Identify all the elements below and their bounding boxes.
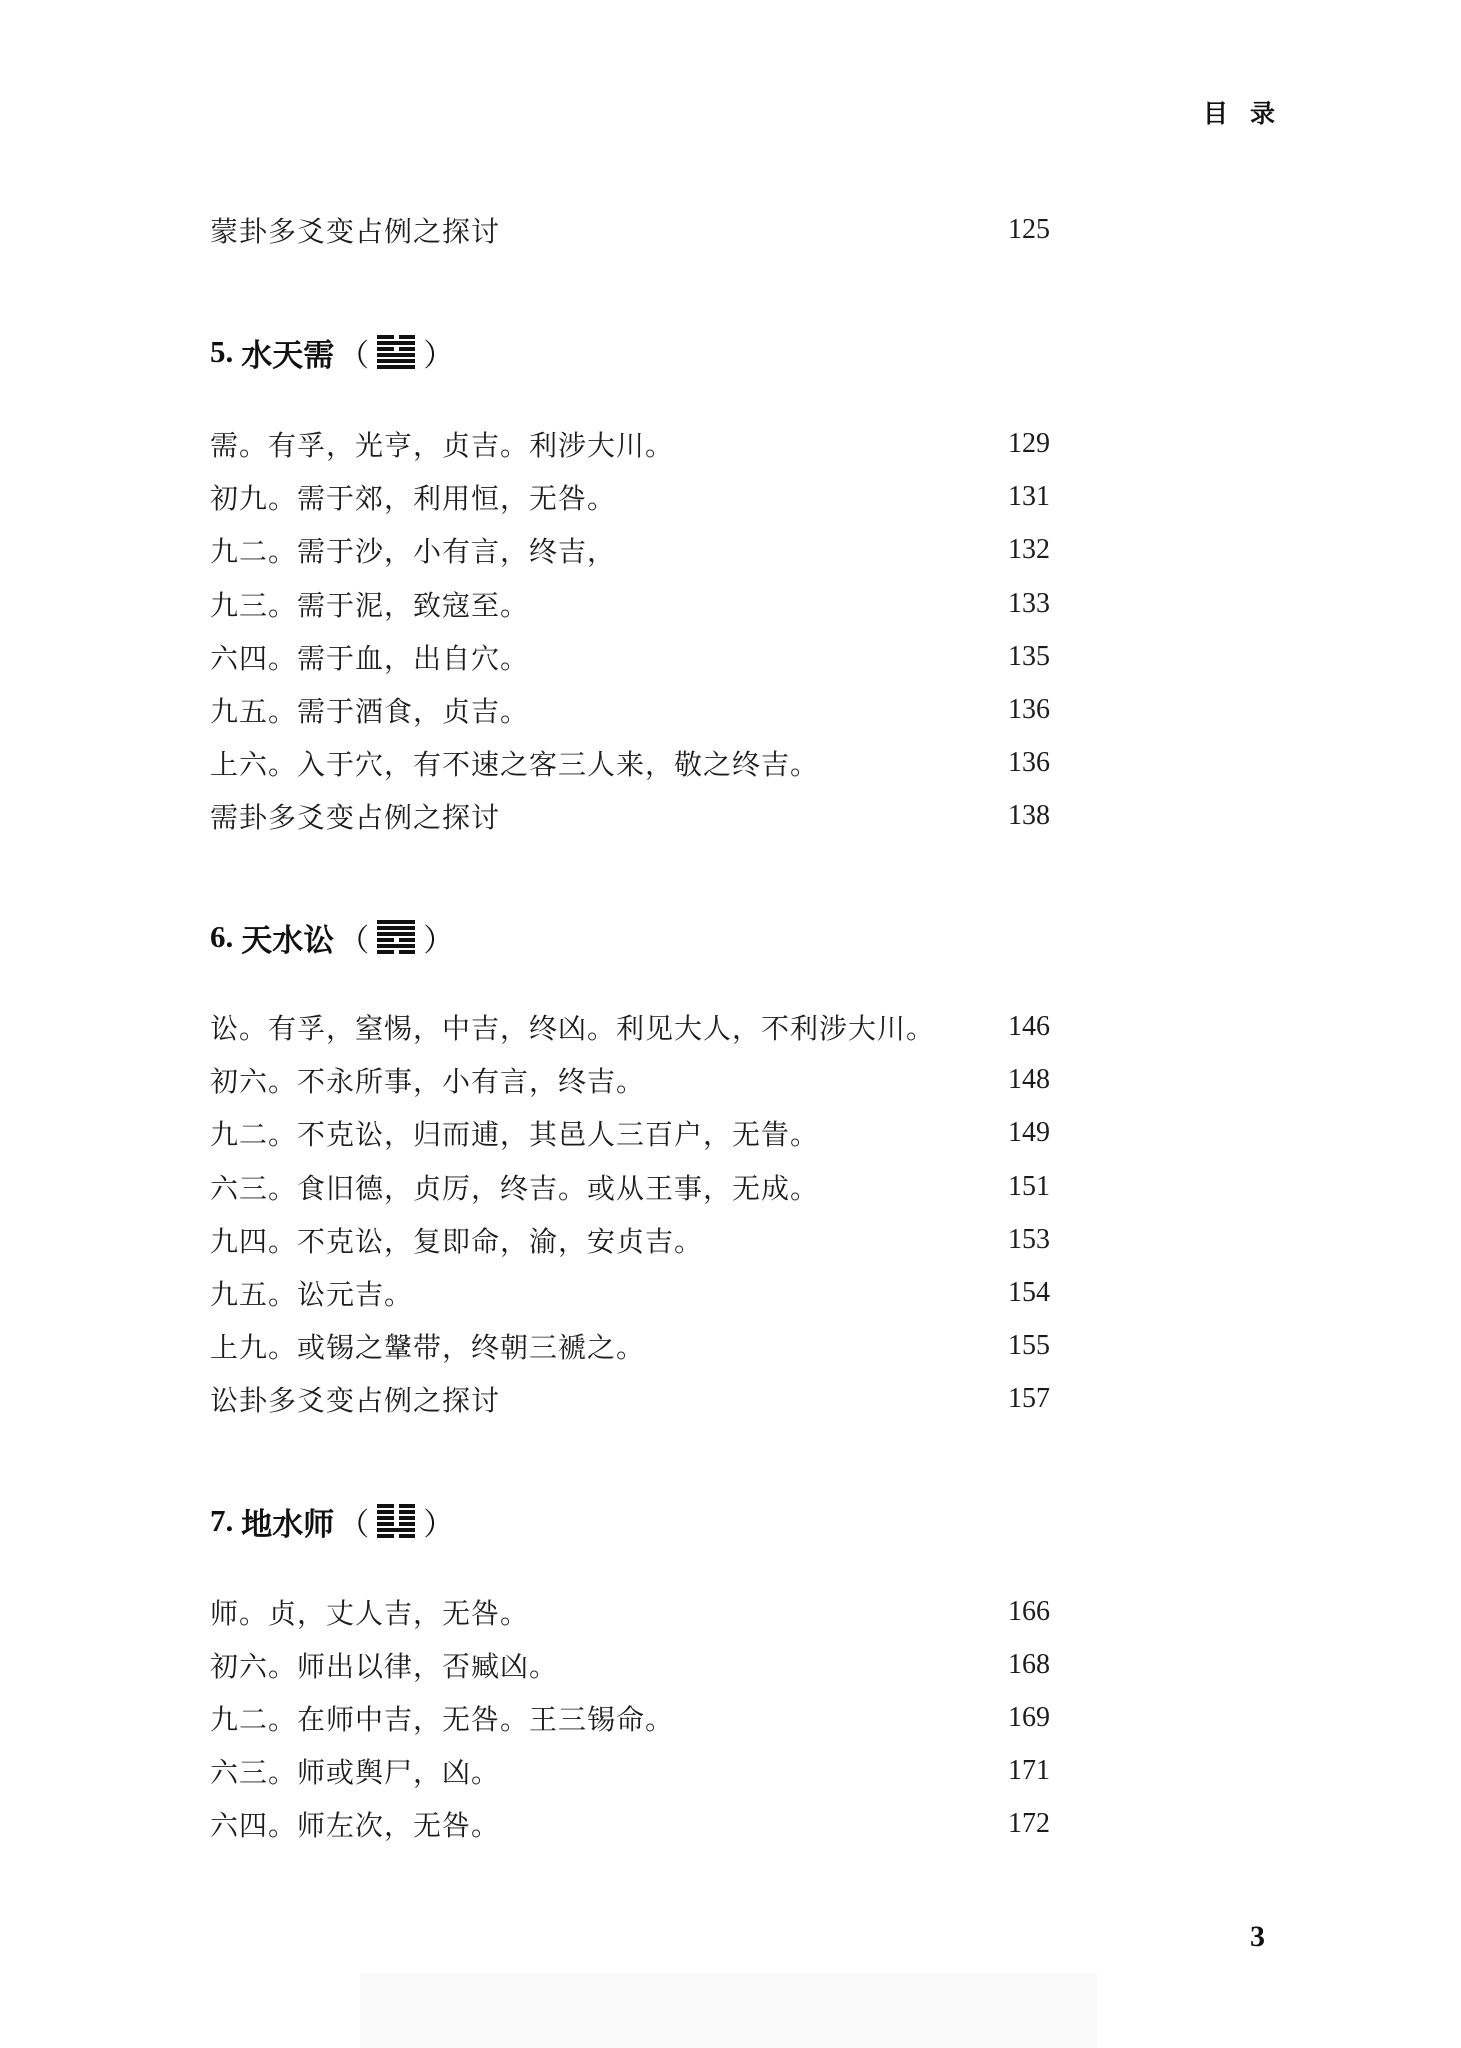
toc-entry-title: 需。有孚，光亨，贞吉。利涉大川。: [210, 429, 675, 462]
close-paren: ）: [423, 922, 455, 959]
toc-entry[interactable]: [210, 530, 1070, 570]
toc-entry-page: 153: [1008, 1224, 1050, 1255]
toc-entry-page: 157: [1008, 1383, 1050, 1414]
toc-entry-title: 初六。师出以律，否臧凶。: [210, 1650, 559, 1683]
toc-entry-title: 师。贞，丈人吉，无咎。: [210, 1597, 530, 1630]
toc-entry[interactable]: [210, 796, 1070, 836]
toc-entry[interactable]: [210, 1379, 1070, 1419]
toc-entry-page: 155: [1008, 1330, 1050, 1361]
toc-entry-title: 上九。或锡之鞶带，终朝三褫之。: [210, 1331, 646, 1364]
toc-entry-title: 六四。师左次，无咎。: [210, 1809, 501, 1842]
toc-entry-page: 168: [1008, 1649, 1050, 1680]
toc-entry[interactable]: [210, 477, 1070, 517]
toc-entry-title: 九三。需于泥，致寇至。: [210, 589, 530, 622]
toc-entry-page: 138: [1008, 800, 1050, 831]
open-paren: （: [338, 337, 370, 374]
toc-entry[interactable]: [210, 1220, 1070, 1260]
toc-entry-title: 九二。在师中吉，无咎。王三锡命。: [210, 1703, 675, 1736]
toc-entry[interactable]: [210, 424, 1070, 464]
section-number: 7.: [210, 1503, 234, 1538]
section-number: 6.: [210, 919, 234, 954]
toc-entry-page: 148: [1008, 1064, 1050, 1095]
footer-shade: [360, 1973, 1097, 2048]
toc-entry-page: 151: [1008, 1171, 1050, 1202]
toc-entry[interactable]: [210, 1113, 1070, 1153]
toc-entry[interactable]: [210, 210, 1070, 250]
toc-entry-page: 131: [1008, 481, 1050, 512]
open-paren: （: [338, 1506, 370, 1543]
toc-entry-page: 149: [1008, 1117, 1050, 1148]
toc-entry[interactable]: [210, 1060, 1070, 1100]
section-heading-7[interactable]: [210, 1496, 458, 1546]
toc-entry[interactable]: [210, 1167, 1070, 1207]
section-name: 天水讼: [241, 922, 335, 959]
section-heading-5[interactable]: [210, 327, 458, 377]
toc-entry[interactable]: [210, 690, 1070, 730]
toc-entry-title: 九二。不克讼，归而逋，其邑人三百户，无眚。: [210, 1118, 820, 1151]
toc-entry[interactable]: [210, 743, 1070, 783]
toc-entry-page: 125: [1008, 214, 1050, 245]
toc-entry-title: 上六。入于穴，有不速之客三人来，敬之终吉。: [210, 748, 820, 781]
toc-entry-title: 九二。需于沙，小有言，终吉，: [210, 535, 617, 568]
toc-entry-page: 136: [1008, 694, 1050, 725]
toc-entry[interactable]: [210, 1326, 1070, 1366]
toc-entry[interactable]: [210, 1007, 1070, 1047]
open-paren: （: [338, 922, 370, 959]
toc-entry-page: 133: [1008, 588, 1050, 619]
running-head: 目录: [1203, 99, 1298, 128]
toc-entry-title: 需卦多爻变占例之探讨: [210, 801, 501, 834]
toc-entry-title: 六三。师或舆尸，凶。: [210, 1756, 501, 1789]
toc-entry-title: 六四。需于血，出自穴。: [210, 642, 530, 675]
toc-entry-title: 初六。不永所事，小有言，终吉。: [210, 1065, 646, 1098]
section-name: 地水师: [241, 1506, 335, 1543]
toc-entry-title: 九五。讼元吉。: [210, 1278, 414, 1311]
toc-entry[interactable]: [210, 1751, 1070, 1791]
toc-entry-page: 172: [1008, 1808, 1050, 1839]
toc-entry-page: 136: [1008, 747, 1050, 778]
toc-entry-page: 129: [1008, 428, 1050, 459]
toc-entry-page: 132: [1008, 534, 1050, 565]
toc-entry[interactable]: [210, 1804, 1070, 1844]
page-number: 3: [1250, 1920, 1265, 1953]
section-heading-6[interactable]: [210, 912, 458, 962]
toc-entry-page: 154: [1008, 1277, 1050, 1308]
hexagram-xu-icon: [377, 335, 415, 369]
toc-entry-title: 九五。需于酒食，贞吉。: [210, 695, 530, 728]
toc-entry-page: 135: [1008, 641, 1050, 672]
toc-entry-title: 九四。不克讼，复即命，渝，安贞吉。: [210, 1225, 704, 1258]
close-paren: ）: [423, 1506, 455, 1543]
toc-entry[interactable]: [210, 1698, 1070, 1738]
toc-entry[interactable]: [210, 1273, 1070, 1313]
toc-entry-title: 蒙卦多爻变占例之探讨: [210, 215, 501, 248]
toc-entry-page: 166: [1008, 1596, 1050, 1627]
section-number: 5.: [210, 334, 234, 369]
toc-entry-page: 169: [1008, 1702, 1050, 1733]
toc-entry[interactable]: [210, 584, 1070, 624]
section-name: 水天需: [241, 337, 335, 374]
hexagram-shi-icon: [377, 1504, 415, 1538]
toc-entry[interactable]: [210, 1592, 1070, 1632]
toc-entry-title: 讼。有孚，窒惕，中吉，终凶。利见大人，不利涉大川。: [210, 1012, 936, 1045]
close-paren: ）: [423, 337, 455, 374]
toc-entry-title: 初九。需于郊，利用恒，无咎。: [210, 482, 617, 515]
toc-entry[interactable]: [210, 637, 1070, 677]
hexagram-song-icon: [377, 920, 415, 954]
toc-entry[interactable]: [210, 1645, 1070, 1685]
toc-entry-title: 六三。食旧德，贞厉，终吉。或从王事，无成。: [210, 1172, 820, 1205]
toc-entry-title: 讼卦多爻变占例之探讨: [210, 1384, 501, 1417]
toc-entry-page: 146: [1008, 1011, 1050, 1042]
toc-entry-page: 171: [1008, 1755, 1050, 1786]
